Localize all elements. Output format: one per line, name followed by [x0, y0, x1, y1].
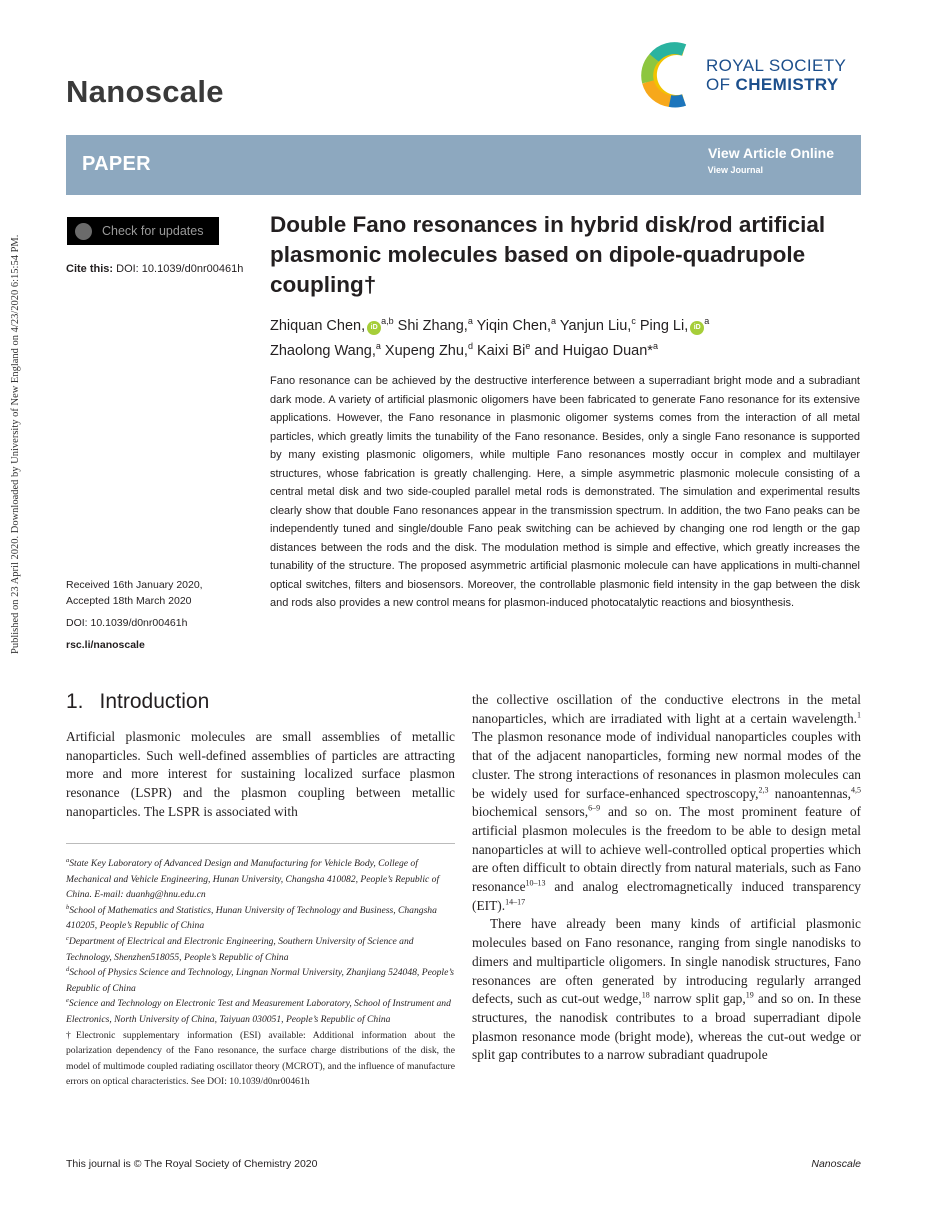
citation-ref[interactable]: 1 — [857, 710, 861, 720]
download-note: Published on 23 April 2020. Downloaded by University of New England on 4/23/2020 6:15:54 PM. — [10, 235, 21, 655]
body-column-left — [66, 728, 455, 822]
affiliation-b: $^b$School of Mathematics and Statistics, Hunan University of Technology and Business, Changsha 410205, People’s Republic of China — [66, 903, 437, 932]
view-article-online-link[interactable]: View Article Online — [707, 145, 834, 161]
section-heading: 1. Introduction — [66, 690, 210, 713]
article-type-banner — [66, 135, 861, 195]
footnotes — [66, 856, 455, 1090]
check-for-updates-button[interactable] — [67, 217, 219, 245]
journal-title: Nanoscale — [66, 74, 224, 109]
citation-ref[interactable]: 6–9 — [588, 803, 601, 813]
publisher-name-line1: ROYAL SOCIETY — [706, 56, 847, 75]
body-column-right — [472, 691, 861, 1065]
citation-ref[interactable]: 18 — [641, 990, 650, 1000]
check-for-updates-label: Check for updates — [102, 224, 204, 238]
citation-ref[interactable]: 10–13 — [525, 878, 546, 888]
paragraph: Artificial plasmonic molecules are small assemblies of metallic nanoparticles. Such well-defined assemblies of particles are attracting more and more interest for sustaining localized surface plasmon resonance (LSPR) and the plasmon coupling between metallic nanoparticles. The LSPR is associated with — [66, 729, 455, 819]
received-date: Received 16th January 2020, — [66, 579, 203, 591]
abstract: Fano resonance can be achieved by the destructive interference between a superradiant bright mode and a subradiant dark mode. A variety of artificial plasmonic oligomers have been fabricated to generate Fano resonance for its extensive applications. However, the Fano resonance in plasmonic oligomer systems comes from the interaction of all metal particles, which greatly limits the tunability of the Fano resonance. Besides, only a single Fano resonance is supported by many existing plasmonic oligomers, while multiple Fano resonances mostly occur in complex and multilayer structures, whose fabrication is greatly challenging. Here, a simple asymmetric plasmonic molecule consisting of a central metal disk and two side-coupled parallel metal rods is demonstrated. The simulation and experimental results clearly show that double Fano resonances appear in the transmission spectrum. In addition, the two Fano peaks can be independently tuned and single/double Fano peak switching can be achieved by changing one rod length or the gap distances between the rods and the disk. The modulation method is simple and effective, which greatly increases the tunability of the structure. The proposed asymmetric artificial plasmonic molecule can have applications in multi-channel optical switches, filters and biosensors. Moreover, the controllable plasmonic field intensity in the gap between the disk and rods also provides a new control means for plasmon-induced photocatalytic reactions and biosynthesis. — [270, 375, 860, 609]
paragraph: the collective oscillation of the conductive electrons in the metal nanoparticles, which are irradiated with light at a certain wavelength.$^1$ The plasmon resonance mode of individual nanoparticles couples with that of the adjacent nanoparticles, forming new normal modes of the cluster. The strong interactions of resonances in plasmon molecules can be widely used for surface-enhanced spectroscopy,$^{2,3}$ nanoantennas,$^{4,5}$ biochemical sensors,$^{6-9}$ and so on. The most prominent feature of artificial plasmon molecules is the freedom to be able to design metal nanoparticles at will to achieve well-controlled optical properties which are often difficult to obtain directly from natural materials, such as Fano resonance$^{10-13}$ and analog electromagnetically induced transparency (EIT).$^{14-17}$ — [472, 692, 861, 913]
author-list: Zhiquan Chen, iD$^{a,b}$ Shi Zhang,$^a$ Yiqin Chen,$^a$ Yanjun Liu,$^c$ Ping Li, $iD^a$ Zhaolong Wang,$^a$ Xupeng Zhu,$^d$ Kaixi Bi$^e$ and Huigao Duan*$^a$ — [270, 316, 710, 359]
footer-journal: Nanoscale — [811, 1158, 861, 1170]
journal-url-link[interactable]: rsc.li/nanoscale — [66, 639, 145, 651]
affiliation-c: $^c$Department of Electrical and Electronic Engineering, Southern University of Science and Technology, Shenzhen518055, People’s Republic of China — [66, 934, 414, 963]
view-journal-link[interactable]: View Journal — [707, 165, 763, 175]
doi: DOI: 10.1039/d0nr00461h — [66, 617, 188, 629]
article-history — [66, 577, 203, 653]
accepted-date: Accepted 18th March 2020 — [66, 595, 192, 607]
esi-note: †Electronic supplementary information (ESI) available: Additional information about the polarization dependency of the Fano resonance, the surface charge distributions of the disk, the model of multimode coupled radiating oscillator theory (MCROT), and the influence of manufacture errors on optical characteristics. See DOI: 10.1039/d0nr00461h — [66, 1029, 455, 1088]
publisher-name-line2: OF CHEMISTRY — [706, 75, 839, 94]
footer-copyright: This journal is © The Royal Society of Chemistry 2020 — [66, 1158, 318, 1170]
affiliation-d: $^d$School of Physics Science and Technology, Lingnan Normal University, Zhanjiang 524048, People’s Republic of China — [66, 965, 455, 994]
affiliation-a: $^a$State Key Laboratory of Advanced Design and Manufacturing for Vehicle Body, College of Mechanical and Vehicle Engineering, Hunan University, Changsha 410082, People’s Republic of China. E-mail: duanhg@hnu.edu.cn — [66, 856, 440, 901]
orcid-icon[interactable]: iD — [367, 321, 381, 335]
publisher-logo[interactable] — [640, 42, 865, 108]
paragraph: There have already been many kinds of artificial plasmonic molecules based on Fano resonance, ranging from single nanodisks to dimers and multiparticle oligomers. In single nanodisk structures, Fano resonances are often generated by introducing regularly arranged defects, such as cut-out wedge,$^{18}$ narrow split gap,$^{19}$ and so on. In these structures, the nanodisk contributes to a broad superradiant dipole plasmon resonance mode (bright mode), whereas the cut-out wedge or split gap contributes to a narrow subradiant quadrupole — [472, 916, 861, 1063]
article-type-label: PAPER — [82, 153, 151, 175]
cite-this: Cite this: DOI: 10.1039/d0nr00461h — [66, 263, 244, 275]
article-title: Double Fano resonances in hybrid disk/rod artificial plasmonic molecules based on dipole-quadrupole coupling† — [270, 212, 826, 297]
rsc-logo-icon — [640, 42, 702, 108]
citation-ref[interactable]: 14–17 — [505, 897, 526, 907]
footnote-divider — [66, 843, 455, 844]
orcid-icon[interactable]: iD — [690, 321, 704, 335]
citation-ref[interactable]: 2,3 — [758, 785, 769, 795]
affiliation-e: $^e$Science and Technology on Electronic Test and Measurement Laboratory, School of Instrument and Electronics, North University of China, Taiyuan 030051, People’s Republic of China — [66, 997, 451, 1025]
citation-ref[interactable]: 19 — [745, 990, 754, 1000]
crossmark-icon — [75, 223, 92, 240]
citation-ref[interactable]: 4,5 — [850, 785, 861, 795]
